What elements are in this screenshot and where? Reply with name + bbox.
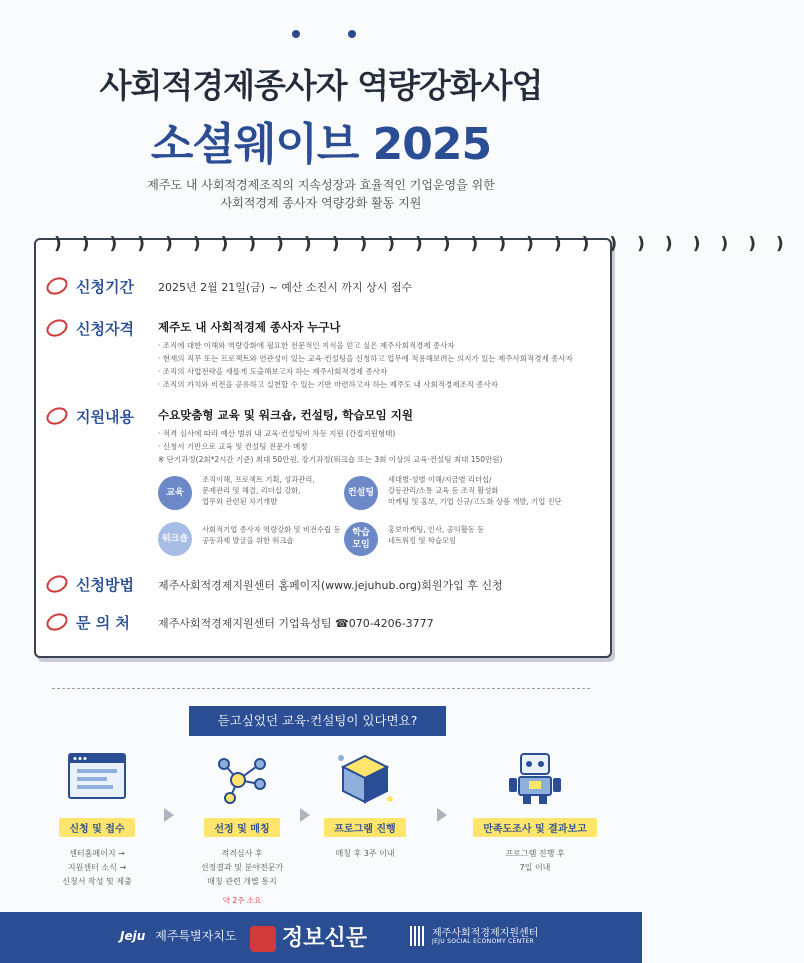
bullet-mark-icon [44,404,71,428]
category-education-desc [202,474,352,507]
subtitle-line1: 제주도 내 사회적경제조직의 지속성장과 효율적인 기업운영을 위한 [147,178,495,192]
desc-line: 업무와 관련된 자기개발 [202,497,278,506]
desc-line: 문제관리 및 해결, 리더십 강화, [202,486,301,495]
decor-dots [292,30,356,40]
browser-icon [65,750,129,808]
robot-icon [503,750,567,808]
eligibility-row [46,318,602,388]
category-consulting-desc [388,474,598,507]
step-desc [300,847,430,861]
center-mark-icon [410,926,426,946]
bullet-mark-icon [44,274,71,298]
step-note: 약 2주 소요 [222,896,262,905]
cube-icon [333,750,397,808]
network-icon [210,750,274,808]
desc-line: 매칭 후 3주 이내 [335,849,395,858]
footer [0,912,642,963]
method-row [46,574,602,598]
bullet-mark-icon [44,316,71,340]
info-card [34,234,804,658]
desc-line: 지원센터 소식 → [67,863,127,872]
center-name-en: JEJU SOCIAL ECONOMY CENTER [432,938,535,945]
news-seal-icon [250,926,276,952]
list-item: ※ 단기과정(2회*2시간 기준) 최대 50만원, 장기과정(워크숍 또는 3회 이상의 교육·컨설팅 최대 150만원) [158,455,503,464]
desc-line: 사회적기업 종사자 역량강화 및 비전수립 등 [202,525,341,534]
title-line2: 소셜웨이브 2025 [150,119,492,170]
desc-line: 매칭 관련 개별 통지 [207,877,277,886]
list-item: · 신청서 기반으로 교육 및 컨설팅 전문가 매칭 [158,442,308,451]
desc-line: 갈등관리/소통 교육 등 조직 활성화 [388,486,499,495]
desc-line: 조직이해, 프로젝트 기획, 성과관리, [202,475,315,484]
step-desc [32,847,162,889]
category-workshop-desc [202,524,352,546]
title-line1: 사회적경제종사자 역량강화사업 [99,66,543,105]
period-label [46,276,156,297]
news-logo [250,921,367,952]
step-title: 선정 및 매칭 [204,818,279,837]
support-label-text: 지원내용 [76,408,134,426]
list-item: · 적격 심사에 따라 예산 범위 내 교육·컨설팅비 차등 지원 (간접지원형태) [158,429,396,438]
desc-line: 프로그램 진행 후 [505,849,565,858]
category-consulting-badge: 컨설팅 [344,476,378,510]
binder-rings-decor: ))))))))))))))))))))))))))) [54,234,804,254]
step-matching [177,750,307,906]
desc-line: 적격심사 후 [221,849,263,858]
step-desc [460,847,610,875]
eligibility-content [158,319,598,391]
step-report [460,750,610,875]
step-title: 신청 및 접수 [59,818,134,837]
period-row [46,276,602,300]
step-desc [177,847,307,889]
desc-line: 센터홈페이지 → [69,849,125,858]
support-label [46,406,156,427]
bullet-mark-icon [44,610,71,634]
support-head: 수요맞춤형 교육 및 워크숍, 컨설팅, 학습모임 지원 [158,408,413,422]
news-name: 정보신문 [282,926,368,951]
category-workshop-badge: 워크숍 [158,522,192,556]
list-item: · 조직의 가치와 비전을 공유하고 실천할 수 있는 기반 마련하고자 하는 제주도 내 사회적경제조직 종사자 [158,380,499,389]
desc-line: 마케팅 및 홍보, 기업 신규/고도화 상품 개발, 기업 진단 [388,497,562,506]
desc-line: 선정결과 및 분야전문가 [200,863,284,872]
step-title: 프로그램 진행 [324,818,405,837]
subtitle [0,176,642,212]
dot [292,30,300,38]
method-value: 제주사회적경제지원센터 홈페이지(www.jejuhub.org)회원가입 후 신청 [158,579,503,592]
dot [348,30,356,38]
badge-line: 모임 [352,540,370,550]
list-item: · 조직에 대한 이해와 역량강화에 필요한 전문적인 지식을 얻고 싶은 제주사회적경제 종사자 [158,341,455,350]
step-program [300,750,430,861]
eligibility-label-text: 신청자격 [76,320,134,338]
cta-banner: 듣고싶었던 교육·컨설팅이 있다면요? [189,706,446,736]
support-bullets [158,427,598,466]
desc-line: 공동과제 발굴을 위한 워크숍 [202,536,294,545]
category-study-group-badge [344,522,378,556]
dashed-divider [52,688,590,689]
desc-line: 신청서 작성 및 제출 [62,877,132,886]
contact-value: 제주사회적경제지원센터 기업육성팀 ☎070-4206-3777 [158,617,434,630]
contact-label [46,612,156,633]
eligibility-label [46,318,156,339]
desc-line: 네트워킹 및 학습모임 [388,536,457,545]
category-study-group-desc [388,524,538,546]
method-label [46,574,156,595]
method-label-text: 신청방법 [76,576,134,594]
list-item: · 조직의 사업전략을 새롭게 도출해보고자 하는 제주사회적경제 종사자 [158,367,388,376]
jeju-province-logo [120,927,236,944]
step-apply [32,750,162,889]
center-name-ko: 제주사회적경제지원센터 [432,928,539,939]
eligibility-bullets [158,339,598,391]
contact-label-text: 문 의 처 [76,614,130,632]
desc-line: 홍보마케팅, 인사, 공익활동 등 [388,525,485,534]
badge-line: 학습 [352,528,370,538]
list-item: · 현재의 직무 또는 프로젝트와 연관성이 있는 교육·컨설팅을 신청하고 업무에 적용해보려는 의지가 있는 제주사회적경제 종사자 [158,354,573,363]
eligibility-head: 제주도 내 사회적경제 종사자 누구나 [158,320,341,334]
step-arrow-icon [437,808,447,822]
step-title: 만족도조사 및 결과보고 [473,818,597,837]
jeju-wordmark: Jeju [120,929,146,943]
category-education-badge: 교육 [158,476,192,510]
jeju-province-name: 제주특별자치도 [155,929,237,943]
support-content [158,407,598,466]
desc-line: 7일 이내 [519,863,551,872]
contact-row [46,612,602,636]
bullet-mark-icon [44,572,71,596]
subtitle-line2: 사회적경제 종사자 역량강화 활동 지원 [220,196,422,210]
period-value: 2025년 2월 21일(금) ~ 예산 소진시 까지 상시 접수 [158,281,413,294]
step-arrow-icon [164,808,174,822]
period-label-text: 신청기간 [76,278,134,296]
desc-line: 세대별·성별 이해/지금별 리더십/ [388,475,492,484]
